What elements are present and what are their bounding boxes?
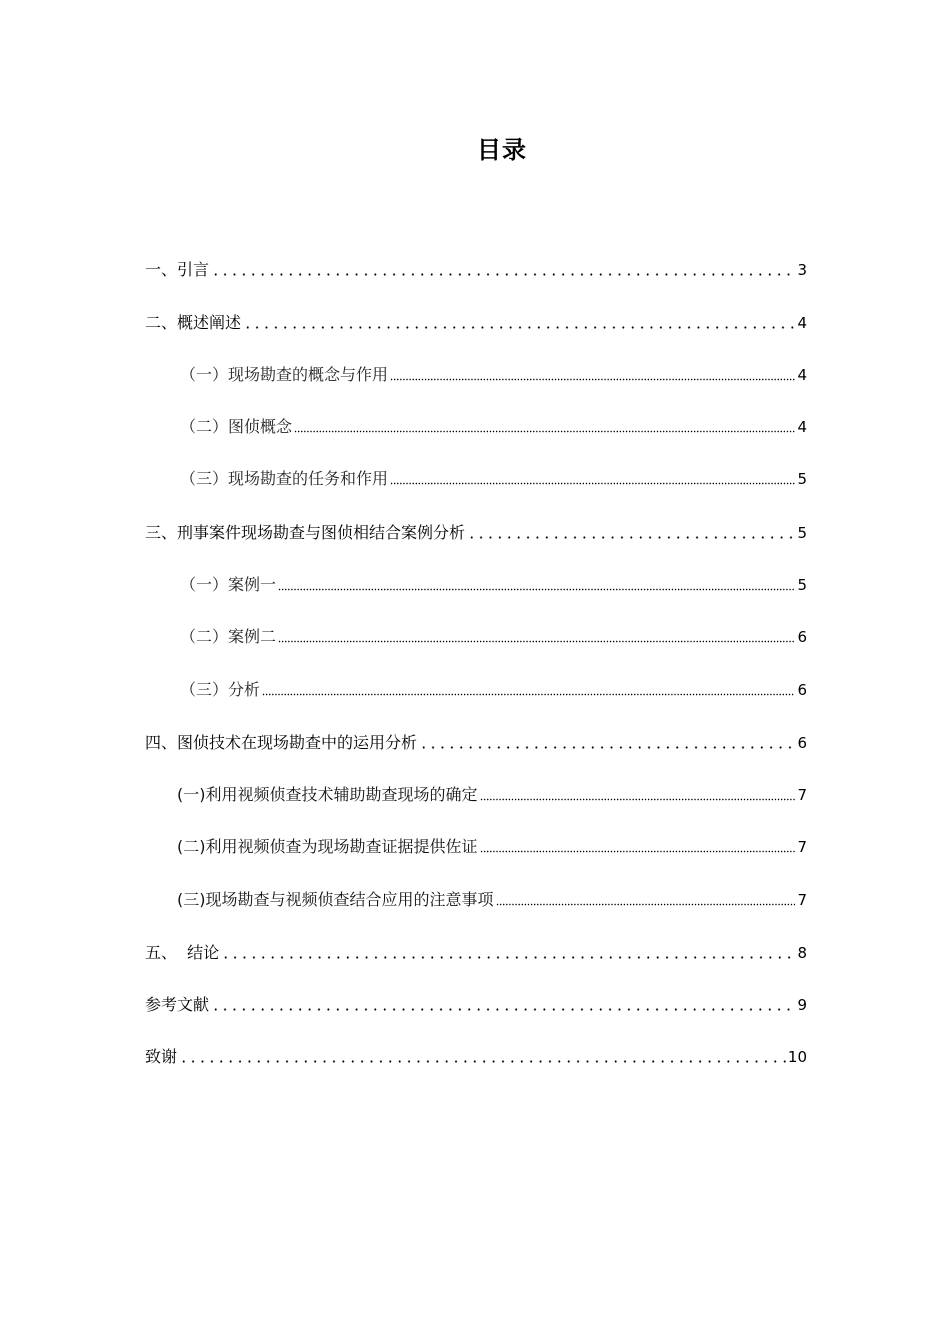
toc-entry-label: 四、图侦技术在现场勘查中的运用分析 bbox=[145, 733, 418, 752]
dot-leader bbox=[262, 690, 795, 696]
toc-entry[interactable] bbox=[145, 311, 807, 335]
toc-entry-label: （三）分析 bbox=[180, 680, 261, 699]
dot-leader bbox=[390, 479, 795, 485]
toc-entry-page: 4 bbox=[797, 418, 807, 436]
toc-entry-page: 7 bbox=[797, 838, 807, 856]
toc-entry[interactable] bbox=[145, 521, 807, 545]
dot-leader bbox=[480, 795, 796, 801]
toc-entry[interactable] bbox=[180, 467, 807, 491]
toc-entry-page: 6 bbox=[797, 681, 807, 699]
toc-entry-label: （二）案例二 bbox=[180, 627, 277, 646]
toc-entry[interactable] bbox=[177, 888, 807, 912]
toc-entry-label: （一）案例一 bbox=[180, 575, 277, 594]
toc-entry-page: 7 bbox=[797, 891, 807, 909]
page-title: 目录 bbox=[477, 136, 527, 164]
dot-leader bbox=[221, 953, 795, 959]
dot-leader bbox=[179, 1057, 786, 1063]
toc-entry-page: 4 bbox=[797, 366, 807, 384]
toc-entry-page: 4 bbox=[797, 314, 807, 332]
toc-entry-label: (一)利用视频侦查技术辅助勘查现场的确定 bbox=[177, 785, 478, 804]
toc-entry-page: 3 bbox=[797, 261, 807, 279]
dot-leader bbox=[419, 743, 795, 749]
toc-entry[interactable] bbox=[180, 573, 807, 597]
toc-entry-label: 参考文献 bbox=[145, 995, 210, 1014]
toc-entry[interactable] bbox=[180, 678, 807, 702]
toc-entry-page: 9 bbox=[797, 996, 807, 1014]
toc-entry[interactable] bbox=[180, 625, 807, 649]
toc-entry[interactable] bbox=[145, 258, 807, 282]
toc-entry-page: 8 bbox=[797, 944, 807, 962]
toc-entry-label: 五、 结论 bbox=[145, 943, 220, 962]
toc-entry-label: （二）图侦概念 bbox=[180, 417, 293, 436]
toc-entry-label: 二、概述阐述 bbox=[145, 313, 242, 332]
toc-entry-label: （一）现场勘查的概念与作用 bbox=[180, 365, 389, 384]
toc-entry-label: （三）现场勘查的任务和作用 bbox=[180, 469, 389, 488]
toc-entry-label: (二)利用视频侦查为现场勘查证据提供佐证 bbox=[177, 837, 478, 856]
toc-entry-page: 6 bbox=[797, 628, 807, 646]
toc-entry-page: 6 bbox=[797, 734, 807, 752]
toc-entry[interactable] bbox=[145, 731, 807, 755]
toc-entry[interactable] bbox=[145, 1045, 807, 1069]
toc-entry-label: 一、引言 bbox=[145, 260, 210, 279]
toc-entry[interactable] bbox=[145, 941, 807, 965]
toc-entry-label: (三)现场勘查与视频侦查结合应用的注意事项 bbox=[177, 890, 494, 909]
toc-entry[interactable] bbox=[180, 363, 807, 387]
dot-leader bbox=[390, 375, 795, 381]
toc-entry-page: 10 bbox=[787, 1048, 807, 1066]
dot-leader bbox=[467, 533, 795, 539]
toc-entry-page: 5 bbox=[797, 524, 807, 542]
dot-leader bbox=[496, 900, 796, 906]
dot-leader bbox=[211, 1005, 795, 1011]
toc-entry-label: 三、刑事案件现场勘查与图侦相结合案例分析 bbox=[145, 523, 466, 542]
toc-entry-label: 致谢 bbox=[145, 1047, 178, 1066]
toc-entry[interactable] bbox=[145, 993, 807, 1017]
toc-entry[interactable] bbox=[177, 783, 807, 807]
dot-leader bbox=[278, 585, 795, 591]
toc-entry[interactable] bbox=[177, 835, 807, 859]
dot-leader bbox=[211, 270, 795, 276]
dot-leader bbox=[294, 427, 795, 433]
toc-entry-page: 5 bbox=[797, 470, 807, 488]
toc-entry-page: 5 bbox=[797, 576, 807, 594]
toc-entry[interactable] bbox=[180, 415, 807, 439]
toc-entry-page: 7 bbox=[797, 786, 807, 804]
dot-leader bbox=[480, 847, 796, 853]
dot-leader bbox=[278, 637, 795, 643]
dot-leader bbox=[243, 323, 795, 329]
